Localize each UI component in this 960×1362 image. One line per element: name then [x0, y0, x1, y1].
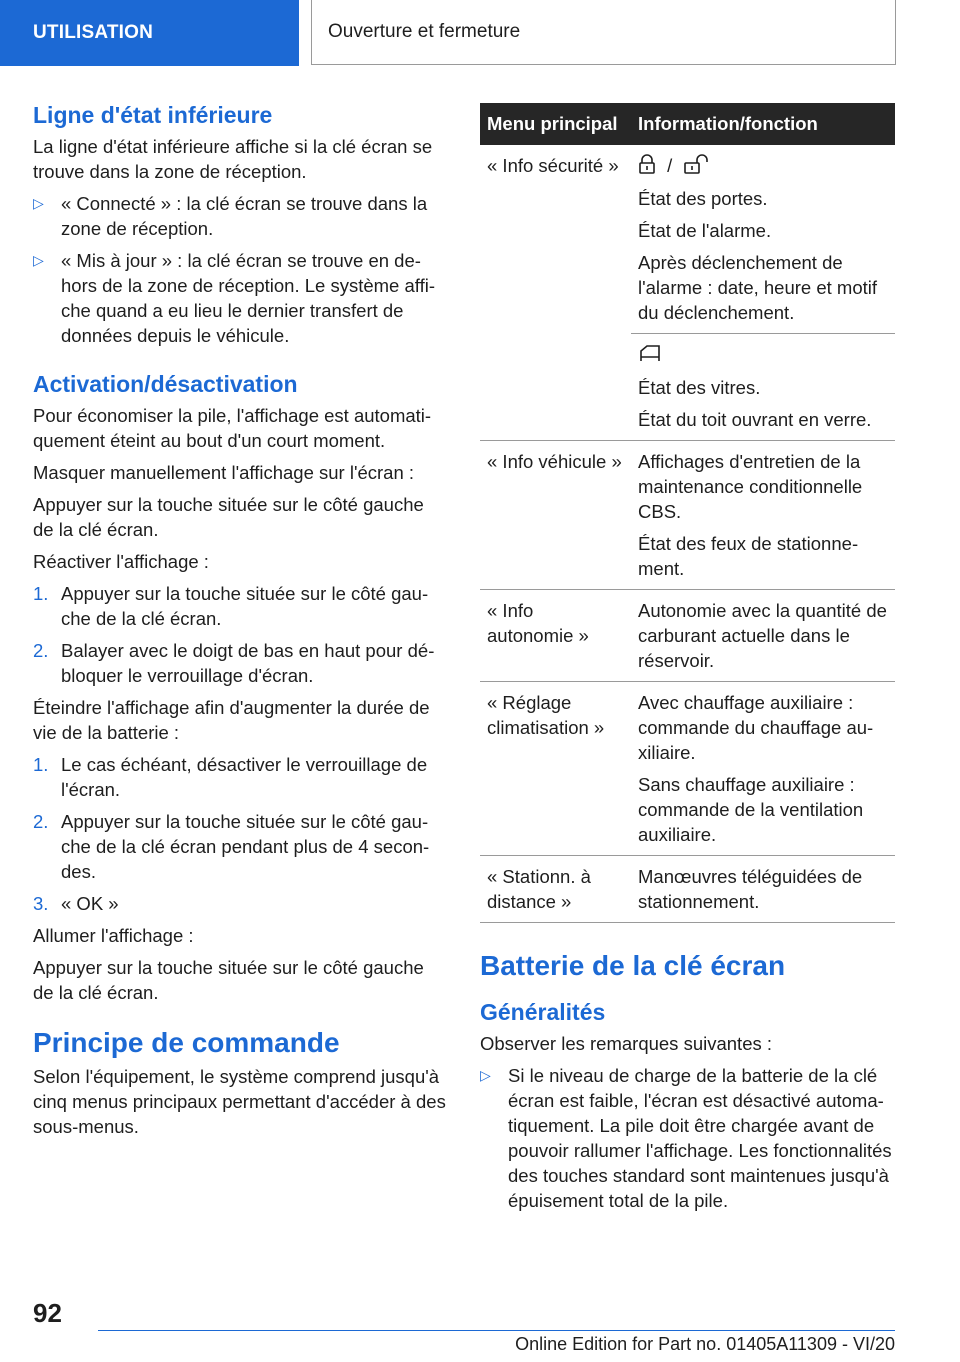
menu-label: « Info sécurité »	[480, 145, 631, 441]
list-item: 3. « OK »	[33, 893, 119, 914]
car-window-icon	[638, 343, 662, 369]
paragraph: Selon l'équipement, le système comprend jusqu'à cinq menus principaux permettant d'accéder à des sous-menus.	[33, 1066, 446, 1137]
edition-text: Online Edition for Part no. 01405A11309 - VI/20	[515, 1334, 895, 1354]
heading-activation: Activation/désactivation	[33, 371, 298, 397]
chapter-title: Ouverture et fermeture	[311, 0, 896, 65]
heading-general: Généralités	[480, 999, 606, 1026]
heading-operating-principle: Principe de commande	[33, 1027, 340, 1058]
table-row	[480, 441, 895, 590]
icon-separator: /	[667, 155, 673, 176]
triangle-right-icon: ▷	[33, 252, 44, 268]
bullet-list	[480, 1063, 895, 1213]
list-item: 2. Appuyer sur la touche située sur le côté gauche de la clé écran pendant plus de 4 secondes.	[33, 811, 430, 882]
section-tab: UTILISATION	[0, 0, 299, 66]
heading-key-battery: Batterie de la clé écran	[480, 950, 786, 982]
paragraph: La ligne d'état inférieure affiche si la clé écran se trouve dans la zone de réception.	[33, 136, 433, 182]
lock-open-icon	[683, 154, 709, 180]
triangle-right-icon: ▷	[33, 195, 44, 211]
numbered-list	[33, 581, 447, 688]
menu-label: « Info véhicule »	[480, 441, 631, 590]
info-cell: / État des portes. État de l'alarme. Après déclenchement de l'alarme : date, heure et motif du déclenchement.	[631, 145, 895, 334]
bullet-list	[33, 191, 447, 348]
page-number: 92	[33, 1298, 62, 1328]
paragraph: Allumer l'affichage :	[33, 925, 194, 946]
paragraph: Appuyer sur la touche située sur le côté gauche de la clé écran.	[33, 494, 424, 540]
paragraph: Réactiver l'affichage :	[33, 551, 209, 572]
heading-status-line: Ligne d'état inférieure	[33, 102, 273, 128]
info-cell: Avec chauffage auxiliaire : commande du chauffage auxiliaire. Sans chauffage auxiliaire : commande de la ventilation auxiliaire.	[631, 682, 895, 856]
table-row	[480, 145, 895, 334]
list-item: 1. Appuyer sur la touche située sur le côté gauche de la clé écran.	[33, 583, 429, 629]
list-item: 1. Le cas échéant, désactiver le verrouillage de l'écran.	[33, 754, 428, 800]
list-item: ▷ « Mis à jour » : la clé écran se trouve en dehors de la zone de réception. Le système affiche quand a eu lieu le dernier transfert de données depuis le véhicule.	[33, 250, 435, 346]
left-column	[33, 100, 447, 1146]
info-cell: État des vitres. État du toit ouvrant en verre.	[631, 334, 895, 441]
menu-label: « Stationn. à distance »	[480, 856, 631, 923]
numbered-list	[33, 752, 447, 916]
list-item: 2. Balayer avec le doigt de bas en haut pour débloquer le verrouillage d'écran.	[33, 640, 435, 686]
page-header	[0, 0, 960, 66]
table-row	[480, 682, 895, 856]
menu-label: « Info autonomie »	[480, 590, 631, 682]
triangle-right-icon: ▷	[480, 1067, 491, 1084]
paragraph: Éteindre l'affichage afin d'augmenter la durée de vie de la batterie :	[33, 697, 430, 743]
footer-divider	[98, 1330, 895, 1331]
column-header-menu: Menu principal	[480, 103, 631, 145]
column-header-info: Information/fonction	[631, 103, 895, 145]
list-item: ▷ Si le niveau de charge de la batterie de la clé écran est faible, l'écran est désactivé automatiquement. La pile doit être chargée avant de pouvoir rallumer l'affichage. Les fonctionnalités des touches standard sont maintenues jusqu'à épuisement total de la pile.	[480, 1065, 892, 1212]
right-column	[480, 103, 895, 1220]
paragraph: Appuyer sur la touche située sur le côté gauche de la clé écran.	[33, 957, 424, 1003]
paragraph: Observer les remarques suivantes :	[480, 1033, 773, 1055]
info-cell: Manœuvres téléguidées de stationnement.	[631, 856, 895, 923]
table-row	[480, 856, 895, 923]
info-cell: Autonomie avec la quantité de carburant actuelle dans le réservoir.	[631, 590, 895, 682]
paragraph: Pour économiser la pile, l'affichage est automatiquement éteint au bout d'un court moment.	[33, 405, 432, 451]
paragraph: Masquer manuellement l'affichage sur l'écran :	[33, 462, 415, 483]
table-row	[480, 590, 895, 682]
list-item: ▷ « Connecté » : la clé écran se trouve dans la zone de réception.	[33, 193, 428, 239]
info-cell: Affichages d'entretien de la maintenance conditionnelle CBS. État des feux de stationnement.	[631, 441, 895, 590]
lock-closed-icon	[638, 154, 656, 180]
menu-label: « Réglage climatisation »	[480, 682, 631, 856]
menu-table	[480, 103, 895, 923]
